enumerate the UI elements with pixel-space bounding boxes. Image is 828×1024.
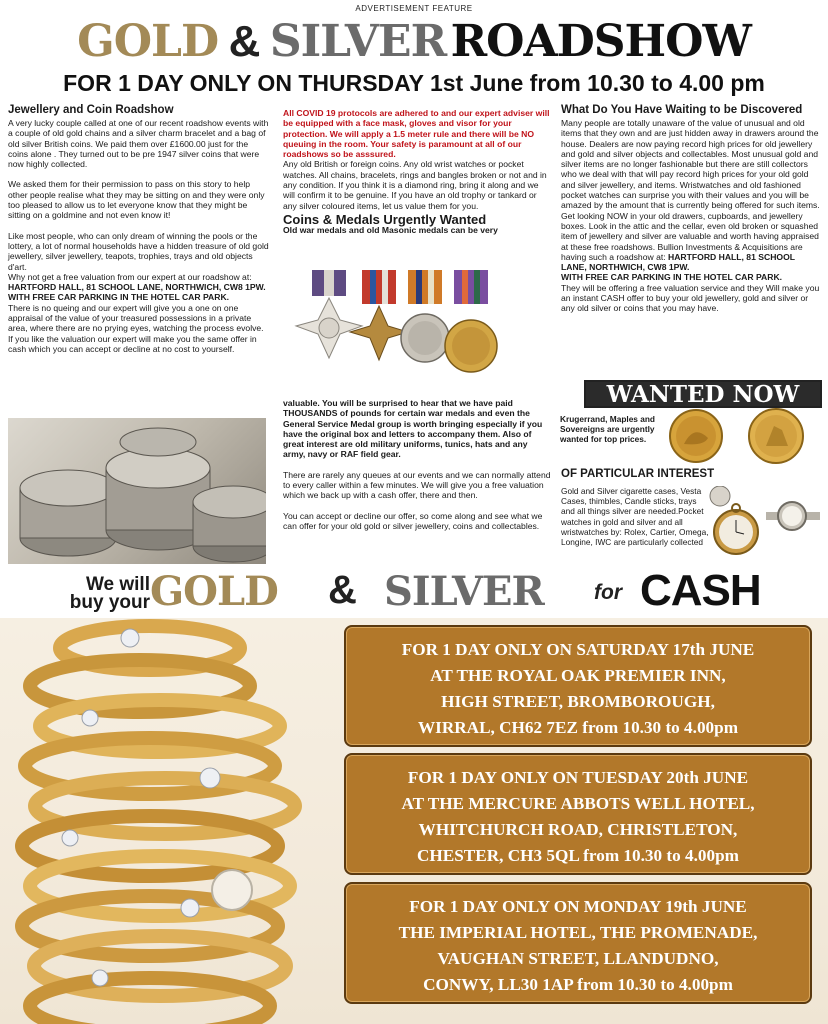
column-jewellery-coin-roadshow (8, 104, 270, 354)
particular-interest-heading: OF PARTICULAR INTEREST (561, 468, 715, 480)
event-3-line-3: VAUGHAN STREET, LLANDUDNO, (437, 949, 719, 968)
event-2-line-3: WHITCHURCH ROAD, CHRISTLETON, (418, 820, 738, 839)
event-1-line-3: HIGH STREET, BROMBOROUGH, (441, 692, 715, 711)
col1-p3c: There is no queing and our expert will give you a one on one appraisal of the value of your treasured possessions in a private area, where there are no prying eyes, watching the process evolve. (8, 302, 264, 334)
we-will-buy-your (38, 576, 150, 612)
covid-notice: All COVID 19 protocols are adhered to and our expert adviser will be equipped with a face mask, gloves and visor for your protection. We will apply a 1.5 meter rule and there will be NO queuing in the room. Your safety is paramount at all of our roadshows so be asssured. (283, 108, 550, 160)
buyline-gold: GOLD (150, 568, 278, 615)
sovereign-coin-image (744, 408, 808, 464)
title-ampersand: & (228, 17, 260, 66)
column-covid-and-items (283, 108, 551, 236)
col3-heading: What Do You Have Waiting to be Discovered (561, 104, 803, 116)
col3-p2: Get looking NOW in your old drawers, cupboards, and jewellery boxes. Look in the attic and the cellar, even old broken or squashed item of jewellery and silver are valuable and worth having appraised at these free roadshows. Bullion Investments & Acquisitions are having such a roadshow at: (561, 210, 819, 262)
title-gold: GOLD (77, 16, 219, 67)
event-1-line-2: AT THE ROYAL OAK PREMIER INN, (430, 666, 726, 685)
event-2-line-1: FOR 1 DAY ONLY ON TUESDAY 20th JUNE (407, 768, 749, 787)
col2-paragraph-3: There are rarely any queues at our events and we can normally attend to every caller within a few minutes. We will give you a free valuation which we back up with a cash offer, there and then. (283, 469, 551, 501)
col1-paragraph-3 (8, 231, 270, 355)
title-silver: SILVER (269, 16, 447, 67)
buyline-ampersand: & (328, 568, 357, 612)
col1-paragraph-1: A very lucky couple called at one of our recent roadshow events with a couple of old gold chains and a silver charm bracelet and a bag of old silver British coins. We paid them over £1600.00 just for the coins alone . They turned out to be pre 1947 silver coins that were now highly collected. (8, 118, 269, 170)
war-medals-image (290, 268, 515, 388)
event-1-line-1: FOR 1 DAY ONLY ON SATURDAY 17th JUNE (401, 640, 755, 659)
event-1-line-4: WIRRAL, CH62 7EZ from 10.30 to 4.00pm (417, 718, 739, 737)
buyline-cash: CASH (640, 566, 761, 615)
col3-venue: HARTFORD HALL, 81 SCHOOL LANE, NORTHWICH, CW8 1PW. (561, 251, 795, 273)
col3-paragraph-2 (561, 211, 823, 314)
event-box-chester (344, 753, 812, 875)
event-box-bromborough (344, 625, 812, 747)
col1-p3b: Why not get a free valuation from our expert at our roadshow at: (8, 271, 252, 282)
gold-rings-image (0, 608, 340, 1024)
silver-coins-photo (8, 418, 266, 564)
event-2-line-2: AT THE MERCURE ABBOTS WELL HOTEL, (401, 794, 755, 813)
coins-medals-heading: Coins & Medals Urgently Wanted (283, 211, 487, 227)
masthead-title (0, 14, 828, 70)
event-3-line-1: FOR 1 DAY ONLY ON MONDAY 19th JUNE (409, 897, 747, 916)
column-what-do-you-have (561, 104, 823, 314)
advertisement-feature-label: ADVERTISEMENT FEATURE (355, 4, 473, 13)
col3-p3: They will be offering a free valuation service and they Will make you an instant CASH offer to buy your old jewellery, gold and silver or any old silver or coins that you may have. (561, 282, 820, 314)
col3-parking: WITH FREE CAR PARKING IN THE HOTEL CAR PARK. (561, 272, 783, 283)
buyline-silver: SILVER (384, 568, 544, 615)
col1-p3a: Like most people, who can only dream of winning the pools or the lottery, a lot of normal households have a hidden treasure of old gold jewellery, silver jewellery, teapots, trophies, trays and old objects d'art. (8, 230, 269, 272)
col3-paragraph-1: Many people are totally unaware of the value of unusual and old items that they own and are just hidden away in drawers around the house. Dealers are now paying record high prices for old jewellery and gold and silver objects and collectables. Most unusual gold and silver items are no longer fashionable but there are still collectors who we deal with that will pay record high prices for your old gold and silver jewellery, and items. Wristwatches and old fashioned pocket watches can surprise you with their values and you will be amazed by the amount that is currently being offered for such items. (561, 118, 820, 211)
column-medals-and-offer (283, 398, 551, 541)
col1-p3d: If you like the valuation our expert will make you the same offer in cash which you can accept or decline at no cost to yourself. (8, 333, 257, 354)
event-3-line-4: CONWY, LL30 1AP from 10.30 to 4.00pm (423, 975, 733, 994)
dateline: FOR 1 DAY ONLY ON THURSDAY 1st June from 10.30 to 4.00 pm (63, 70, 765, 96)
medals-value-paragraph: valuable. You will be surprised to hear that we have paid THOUSANDS of pounds for certain war medals and even the General Service Medal group is worth bringing especially if you have the original box and letters to accompany them. Also of great interest are old military uniforms, tunics, hats and any army, navy or RAF field gear. (283, 398, 543, 460)
col2-paragraph-1: Any old British or foreign coins. Any old wrist watches or pocket watches. All chains, bracelets, rings and bangles broken or not and in any condition. If you think it is a diamond ring, bring it along and we will confirm it to be genuine. If you have an old trophy or tankard or any silver coloured items, let us value them for you. (283, 159, 547, 211)
particular-interest-text: Gold and Silver cigarette cases, Vesta Cases, thimbles, Candle sticks, trays and all things silver are needed.Pocket watches in gold and silver and all wristwatches by: Rolex, Cartier, Omega, Longine, IWC are particularly collected (561, 486, 709, 548)
col1-paragraph-2: We asked them for their permission to pass on this story to help other people realise what they may be sitting on and they were only too pleased to allow us to let everyone know that they might be sitting on a goldmine and not even know it! (8, 179, 265, 221)
buyline-for: for (594, 581, 622, 604)
col1-venue: HARTFORD HALL, 81 SCHOOL LANE, NORTHWICH, CW8 1PW. (8, 282, 266, 293)
col1-parking: WITH FREE CAR PARKING IN THE HOTEL CAR PARK. (8, 292, 230, 303)
col2-paragraph-4: You can accept or decline our offer, so come along and see what we can offer for your old gold or silver jewellery, coins and collectables. (283, 510, 543, 531)
we-will-text: We will (85, 574, 150, 595)
event-3-line-2: THE IMPERIAL HOTEL, THE PROMENADE, (398, 923, 758, 942)
title-roadshow: ROADSHOW (450, 16, 751, 67)
medal-ribbons (312, 270, 488, 304)
wanted-now-banner: WANTED NOW (584, 380, 822, 408)
event-box-llandudno (344, 882, 812, 1004)
krugerrand-text: Krugerrand, Maples and Sovereigns are urgently wanted for top prices. (560, 414, 655, 444)
event-2-line-4: CHESTER, CH3 5QL from 10.30 to 4.00pm (417, 846, 739, 865)
col1-heading: Jewellery and Coin Roadshow (8, 104, 174, 116)
krugerrand-coin-image (664, 408, 728, 464)
buy-your-text: buy your (69, 592, 150, 613)
coins-medals-subheading: Old war medals and old Masonic medals can be very (283, 225, 498, 236)
pocket-watches-image (706, 486, 824, 556)
